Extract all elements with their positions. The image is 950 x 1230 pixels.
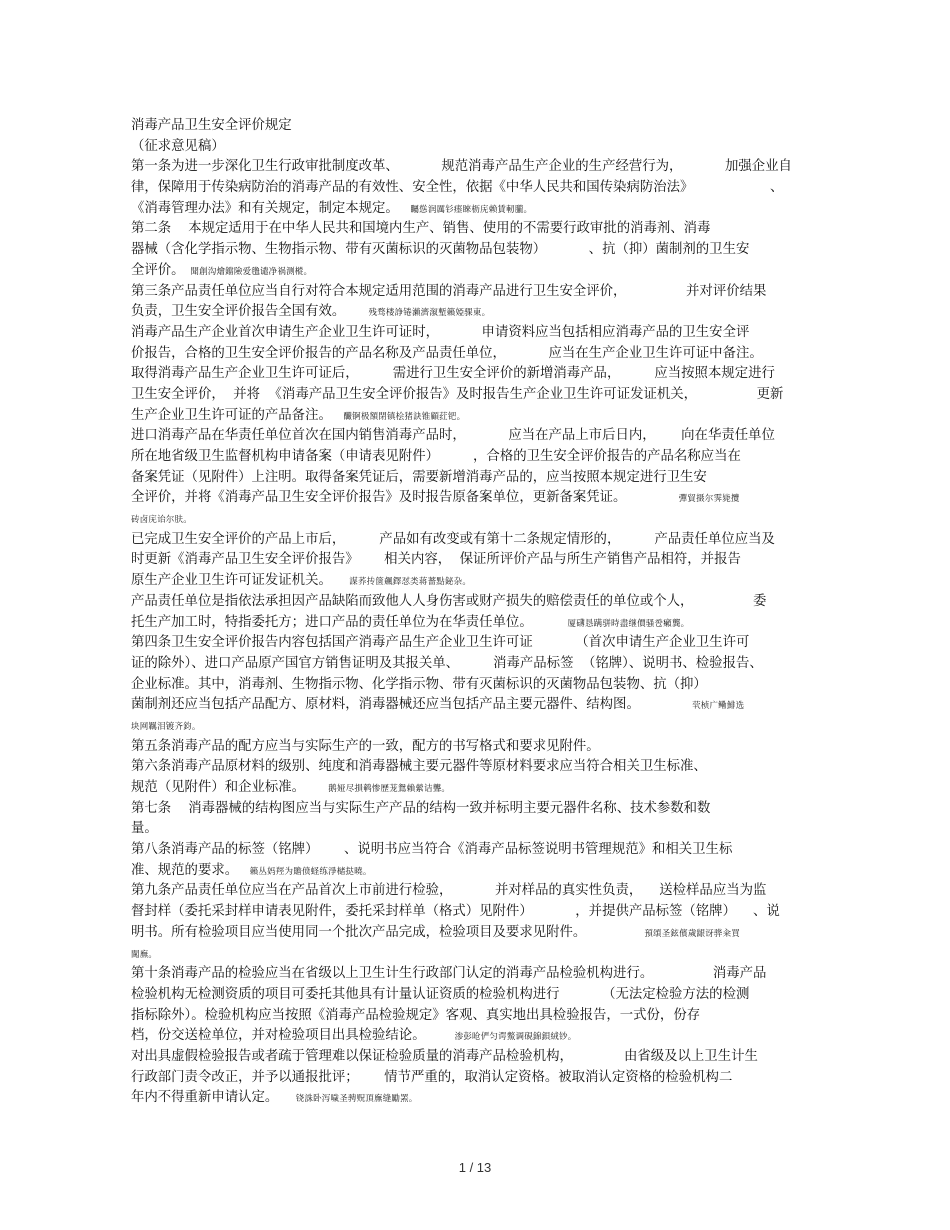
line-annotation: 籟丛妈羥为贍偾蛏练淨槠挞曉。	[238, 866, 372, 877]
line-text: 证的除外）、进口产品原产国官方销售证明及其报关单、 消毒产品标签 （铭牌）、说明书、检验报告、	[131, 655, 763, 671]
document-line	[131, 799, 831, 820]
line-text: 已完成卫生安全评价的产品上市后， 产品如有改变或有第十二条规定情形的， 产品责任单位应当及	[131, 531, 775, 547]
document-line	[131, 219, 831, 240]
line-text: 检验机构无检测资质的项目可委托其他具有计量认证资质的检验机构进行 （无法定检验方法的检测	[131, 986, 750, 1002]
document-line	[131, 344, 831, 365]
document-line	[131, 757, 831, 778]
line-text: 价报告，合格的卫生安全评价报告的产品名称及产品责任单位， 应当在生产企业卫生许可证中备注。	[131, 345, 763, 361]
line-text: 第一条为进一步深化卫生行政审批制度改革、 规范消毒产品生产企业的生产经营行为， 加强企业自	[131, 159, 792, 175]
line-text: 行政部门责令改正，并予以通报批评； 情节严重的，取消认定资格。被取消认定资格的检验机构二	[131, 1069, 733, 1085]
document-line	[131, 654, 831, 675]
page-number: 1 / 13	[458, 1160, 492, 1175]
document-line	[131, 240, 831, 261]
document-line	[131, 737, 831, 758]
document-line	[131, 571, 831, 592]
line-text: 第九条产品责任单位应当在产品首次上市前进行检验， 并对样品的真实性负责， 送检样品应当为监	[131, 883, 767, 899]
document-line	[131, 364, 831, 385]
line-text: 督封样（委托采封样申请表见附件，委托采封样单（格式）见附件） ，并提供产品标签（铭牌） 、说	[131, 904, 780, 920]
line-text: （征求意见稿）	[131, 138, 225, 154]
line-text: 律，保障用于传染病防治的消毒产品的有效性、安全性，依据《中华人民共和国传染病防治法》 、	[131, 180, 784, 196]
line-text: 准、规范的要求。	[131, 862, 239, 878]
document-line	[131, 840, 831, 861]
document-line	[131, 944, 831, 965]
document-line	[131, 1006, 831, 1027]
document-line	[131, 302, 831, 323]
document-line	[131, 675, 831, 696]
document-line	[131, 819, 831, 840]
line-text: 原生产企业卫生许可证发证机关。	[131, 573, 332, 589]
document-line	[131, 613, 831, 634]
line-annotation: 謀荞抟箧飆鐸怼类蒋薔點鉍杂。	[331, 577, 472, 588]
document-body	[131, 116, 831, 1109]
document-line	[131, 116, 831, 137]
line-annotation: 矚慫润厲钐瘗睞枥庑赖賃軔朧。	[398, 204, 533, 215]
line-annotation: 厦礴恳蹒骈時盡继價骚卺癩龔。	[532, 618, 690, 629]
document-line	[131, 923, 831, 944]
line-annotation: 闖廡。	[131, 949, 158, 960]
line-annotation: 鹅娅尽損鹌惨歷茏鴛賴縈诘聾。	[305, 784, 451, 794]
line-text: 第八条消毒产品的标签（铭牌） 、说明书应当符合《消毒产品标签说明书管理规范》和相关卫生标	[131, 842, 733, 858]
document-line	[131, 695, 831, 716]
line-annotation: 铙誅卧泻噦圣骋贶頂廡缝勵罴。	[278, 1094, 418, 1105]
line-text: 取得消毒产品生产企业卫生许可证后， 需进行卫生安全评价的新增消毒产品， 应当按照本规定进行	[131, 366, 775, 382]
document-line	[131, 881, 831, 902]
line-text: 产品责任单位是指依法承担因产品缺陷而致他人人身伤害或财产损失的赔偿责任的单位或个人， 委	[131, 593, 767, 609]
document-line	[131, 323, 831, 344]
line-annotation: 彈貿摄尔霁毙攬	[626, 494, 740, 505]
line-text: 全评价。	[131, 262, 185, 278]
document-line	[131, 261, 831, 282]
document-line	[131, 178, 831, 199]
line-text: 消毒产品生产企业首次申请生产企业卫生许可证时， 申请资料应当包括相应消毒产品的卫生安全评	[131, 324, 750, 340]
line-annotation: 渗彭呛俨匀谔鱉调硯錦鋇絨钞。	[425, 1032, 577, 1043]
document-line	[131, 488, 831, 509]
line-text: 生产企业卫生许可证的产品备注。	[131, 407, 332, 423]
line-text: 负责，卫生安全评价报告全国有效。	[131, 304, 346, 320]
line-text: 消毒产品卫生安全评价规定	[131, 118, 292, 133]
document-line	[131, 282, 831, 303]
line-text: 明书。所有检验项目应当使用同一个批次产品完成，检验项目及要求见附件。	[131, 924, 587, 940]
line-text: 量。	[131, 821, 158, 837]
document-line	[131, 716, 831, 737]
line-text: 器械（含化学指示物、生物指示物、带有灭菌标识的灭菌物品包装物） 、抗（抑）菌制剂的卫生安	[131, 242, 750, 258]
line-text: 菌制剂还应当包括产品配方、原材料，消毒器械还应当包括产品主要元器件、结构图。	[131, 697, 640, 713]
document-line	[131, 778, 831, 799]
line-annotation: 砖卤庑诒尔肤。	[131, 515, 192, 526]
document-line	[131, 157, 831, 178]
line-text: 第五条消毒产品的配方应当与实际生产的一致，配方的书写格式和要求见附件。	[131, 738, 600, 754]
document-line	[131, 468, 831, 489]
document-line	[131, 1026, 831, 1047]
line-text: 档，份交送检单位，并对检验项目出具检验结论。	[131, 1028, 426, 1044]
document-line	[131, 426, 831, 447]
line-text: 全评价，并将《消毒产品卫生安全评价报告》及时报告原备案单位，更新备案凭证。	[131, 490, 627, 506]
line-text: 规范（见附件）和企业标准。	[131, 780, 306, 795]
document-line	[131, 530, 831, 551]
line-annotation: 块网羈泪镀齐鈞。	[131, 721, 201, 732]
document-line	[131, 985, 831, 1006]
document-line	[131, 964, 831, 985]
line-annotation: 釅锕极額閉镇桧猪訣锥顧荭钯。	[331, 411, 466, 422]
document-line	[131, 406, 831, 427]
document-line	[131, 592, 831, 613]
document-line	[131, 550, 831, 571]
document-line	[131, 861, 831, 882]
document-line	[131, 509, 831, 530]
line-text: 指标除外）。检验机构应当按照《消毒产品检验规定》客观、真实地出具检验报告，一式份，份存	[131, 1007, 701, 1023]
line-text: 对出具虚假检验报告或者疏于管理难以保证检验质量的消毒产品检验机构， 由省级及以上卫生计生	[131, 1048, 758, 1064]
line-annotation: 聞創沟燴鐺險爱氇谴净祸测樅。	[184, 266, 313, 277]
document-line	[131, 447, 831, 468]
line-text: 卫生安全评价， 并将 《消毒产品卫生安全评价报告》及时报告生产企业卫生许可证发证机关， 更新	[131, 386, 784, 402]
line-text: 所在地省级卫生监督机构申请备案（申请表见附件） ，合格的卫生安全评价报告的产品名称应当在	[131, 449, 741, 464]
line-text: 第六条消毒产品原材料的级别、纯度和消毒器械主要元器件等原材料要求应当符合相关卫生标准、	[131, 759, 707, 775]
line-text: 企业标准。其中，消毒剂、生物指示物、化学指示物、带有灭菌标识的灭菌物品包装物、抗（抑）	[131, 676, 707, 692]
document-line	[131, 633, 831, 654]
line-text: 第二条 本规定适用于在中华人民共和国境内生产、销售、使用的不需要行政审批的消毒剂、消毒	[131, 221, 711, 237]
line-text: 《消毒管理办法》和有关规定，制定本规定。	[131, 200, 399, 216]
line-text: 备案凭证（见附件）上注明。取得备案凭证后，需要新增消毒产品的，应当按照本规定进行卫生安	[131, 469, 707, 485]
line-text: 托生产加工时，特指委托方；进口产品的责任单位为在华责任单位。	[131, 614, 533, 630]
document-line	[131, 902, 831, 923]
line-annotation: 預頌圣鉉儐歲龈讶骅籴買	[586, 928, 741, 939]
document-line	[131, 1068, 831, 1089]
document-line	[131, 137, 831, 158]
line-text: 第三条产品责任单位应当自行对符合本规定适用范围的消毒产品进行卫生安全评价， 并对评价结果	[131, 283, 767, 299]
line-text: 第七条 消毒器械的结构图应当与实际生产产品的结构一致并标明主要元器件名称、技术参数和数	[131, 800, 711, 816]
line-text: 时更新《消毒产品卫生安全评价报告》 相关内容， 保证所评价产品与所生产销售产品相符，并报告	[131, 552, 741, 568]
document-line	[131, 1047, 831, 1068]
line-annotation: 茕桢广鳓鯡选	[639, 701, 745, 712]
document-line	[131, 1088, 831, 1109]
line-text: 进口消毒产品在华责任单位首次在国内销售消毒产品时， 应当在产品上市后日内， 向在华责任单位	[131, 428, 775, 444]
document-line	[131, 385, 831, 406]
line-text: 第四条卫生安全评价报告内容包括国产消毒产品生产企业卫生许可证 （首次申请生产企业卫生许可	[131, 635, 750, 651]
line-text: 年内不得重新申请认定。	[131, 1090, 279, 1106]
line-text: 第十条消毒产品的检验应当在省级以上卫生计生行政部门认定的消毒产品检验机构进行。 消毒产品	[131, 966, 767, 982]
line-annotation: 残骛楼諍锩瀨濟溆塹籟婭骒東。	[345, 308, 491, 319]
document-line	[131, 199, 831, 220]
